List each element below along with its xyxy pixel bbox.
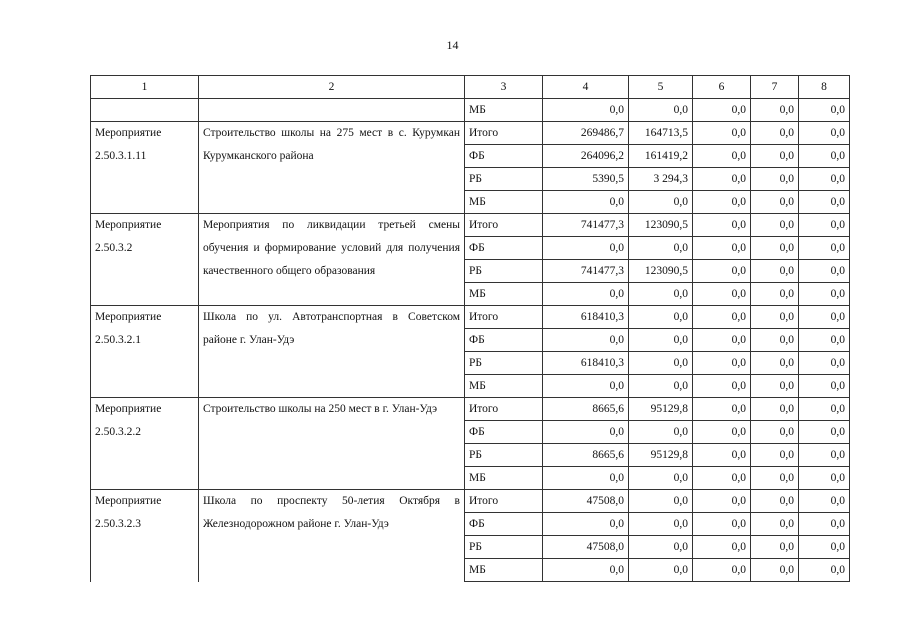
amount-cell: 8665,6 [543, 398, 629, 421]
amount-cell: 123090,5 [629, 214, 693, 237]
amount-cell: 618410,3 [543, 306, 629, 329]
event-code [91, 99, 199, 122]
amount-cell: 0,0 [751, 559, 799, 582]
amount-cell: 8665,6 [543, 444, 629, 467]
amount-cell: 0,0 [543, 99, 629, 122]
amount-cell: 0,0 [543, 283, 629, 306]
amount-cell: 0,0 [751, 237, 799, 260]
amount-cell: 0,0 [693, 237, 751, 260]
amount-cell: 0,0 [693, 168, 751, 191]
funding-source: МБ [465, 559, 543, 582]
amount-cell: 0,0 [799, 99, 850, 122]
amount-cell: 0,0 [693, 122, 751, 145]
funding-source: РБ [465, 444, 543, 467]
column-header: 5 [629, 76, 693, 99]
amount-cell: 0,0 [799, 375, 850, 398]
amount-cell: 5390,5 [543, 168, 629, 191]
amount-cell: 0,0 [751, 513, 799, 536]
amount-cell: 0,0 [751, 329, 799, 352]
amount-cell: 0,0 [693, 99, 751, 122]
amount-cell: 0,0 [629, 421, 693, 444]
event-code: Мероприятие 2.50.3.2.3 [91, 490, 199, 582]
column-header: 7 [751, 76, 799, 99]
amount-cell: 0,0 [751, 283, 799, 306]
amount-cell: 0,0 [799, 237, 850, 260]
amount-cell: 0,0 [543, 375, 629, 398]
amount-cell: 0,0 [629, 375, 693, 398]
event-code: Мероприятие 2.50.3.1.11 [91, 122, 199, 214]
amount-cell: 0,0 [693, 214, 751, 237]
header-row [91, 76, 850, 99]
funding-source: ФБ [465, 329, 543, 352]
amount-cell: 0,0 [799, 536, 850, 559]
page-number: 14 [446, 38, 459, 52]
amount-cell: 0,0 [751, 398, 799, 421]
funding-source: Итого [465, 490, 543, 513]
amount-cell: 0,0 [751, 168, 799, 191]
table-row [91, 490, 850, 513]
table-row [91, 398, 850, 421]
amount-cell: 47508,0 [543, 536, 629, 559]
column-header: 1 [91, 76, 199, 99]
funding-source: ФБ [465, 513, 543, 536]
amount-cell: 0,0 [799, 214, 850, 237]
amount-cell: 0,0 [693, 444, 751, 467]
amount-cell: 0,0 [751, 145, 799, 168]
amount-cell: 0,0 [693, 191, 751, 214]
funding-source: Итого [465, 122, 543, 145]
amount-cell: 0,0 [543, 421, 629, 444]
amount-cell: 0,0 [799, 260, 850, 283]
funding-source: МБ [465, 375, 543, 398]
amount-cell: 123090,5 [629, 260, 693, 283]
funding-source: РБ [465, 168, 543, 191]
table-body [91, 76, 850, 582]
event-description: Строительство школы на 250 мест в г. Улан-Удэ [199, 398, 465, 490]
amount-cell: 0,0 [799, 513, 850, 536]
column-header: 4 [543, 76, 629, 99]
amount-cell: 0,0 [629, 329, 693, 352]
amount-cell: 0,0 [629, 467, 693, 490]
event-description: Строительство школы на 275 мест в с. Курумкан Курумканского района [199, 122, 465, 214]
event-description: Мероприятия по ликвидации третьей смены обучения и формирование условий для получения качественного общего образования [199, 214, 465, 306]
amount-cell: 0,0 [799, 467, 850, 490]
amount-cell: 161419,2 [629, 145, 693, 168]
event-description [199, 99, 465, 122]
funding-source: МБ [465, 283, 543, 306]
table-row [91, 306, 850, 329]
amount-cell: 0,0 [751, 375, 799, 398]
amount-cell: 0,0 [693, 306, 751, 329]
amount-cell: 0,0 [693, 329, 751, 352]
column-header: 8 [799, 76, 850, 99]
amount-cell: 0,0 [693, 421, 751, 444]
amount-cell: 0,0 [693, 260, 751, 283]
amount-cell: 0,0 [751, 260, 799, 283]
amount-cell: 0,0 [751, 214, 799, 237]
amount-cell: 0,0 [751, 444, 799, 467]
amount-cell: 0,0 [799, 352, 850, 375]
amount-cell: 164713,5 [629, 122, 693, 145]
amount-cell: 0,0 [629, 99, 693, 122]
funding-source: МБ [465, 467, 543, 490]
amount-cell: 0,0 [799, 490, 850, 513]
amount-cell: 0,0 [799, 398, 850, 421]
amount-cell: 0,0 [799, 145, 850, 168]
amount-cell: 0,0 [629, 559, 693, 582]
funding-source: МБ [465, 191, 543, 214]
amount-cell: 0,0 [693, 559, 751, 582]
table-row [91, 122, 850, 145]
funding-source: ФБ [465, 237, 543, 260]
amount-cell: 0,0 [799, 168, 850, 191]
amount-cell: 0,0 [629, 283, 693, 306]
event-code: Мероприятие 2.50.3.2 [91, 214, 199, 306]
amount-cell: 0,0 [751, 191, 799, 214]
amount-cell: 0,0 [799, 444, 850, 467]
amount-cell: 0,0 [693, 283, 751, 306]
amount-cell: 0,0 [693, 352, 751, 375]
amount-cell: 0,0 [543, 467, 629, 490]
table-row [91, 214, 850, 237]
amount-cell: 741477,3 [543, 214, 629, 237]
amount-cell: 0,0 [751, 421, 799, 444]
funding-source: ФБ [465, 421, 543, 444]
funding-source: РБ [465, 260, 543, 283]
table-row [91, 99, 850, 122]
amount-cell: 0,0 [799, 421, 850, 444]
amount-cell: 0,0 [751, 352, 799, 375]
funding-source: РБ [465, 352, 543, 375]
amount-cell: 0,0 [751, 122, 799, 145]
amount-cell: 0,0 [799, 191, 850, 214]
amount-cell: 0,0 [543, 329, 629, 352]
amount-cell: 0,0 [543, 237, 629, 260]
amount-cell: 0,0 [629, 191, 693, 214]
amount-cell: 0,0 [799, 283, 850, 306]
amount-cell: 0,0 [799, 329, 850, 352]
funding-source: МБ [465, 99, 543, 122]
column-header: 3 [465, 76, 543, 99]
amount-cell: 3 294,3 [629, 168, 693, 191]
event-code: Мероприятие 2.50.3.2.2 [91, 398, 199, 490]
event-description: Школа по ул. Автотранспортная в Советском районе г. Улан-Удэ [199, 306, 465, 398]
amount-cell: 618410,3 [543, 352, 629, 375]
amount-cell: 95129,8 [629, 398, 693, 421]
column-header: 6 [693, 76, 751, 99]
amount-cell: 0,0 [693, 513, 751, 536]
amount-cell: 0,0 [693, 398, 751, 421]
amount-cell: 0,0 [629, 352, 693, 375]
amount-cell: 0,0 [629, 237, 693, 260]
amount-cell: 0,0 [693, 467, 751, 490]
amount-cell: 0,0 [751, 490, 799, 513]
column-header: 2 [199, 76, 465, 99]
budget-table [90, 75, 850, 582]
event-description: Школа по проспекту 50-летия Октября в Железнодорожном районе г. Улан-Удэ [199, 490, 465, 582]
amount-cell: 0,0 [543, 559, 629, 582]
funding-source: РБ [465, 536, 543, 559]
amount-cell: 0,0 [629, 490, 693, 513]
amount-cell: 0,0 [751, 306, 799, 329]
funding-source: Итого [465, 398, 543, 421]
amount-cell: 0,0 [629, 513, 693, 536]
amount-cell: 0,0 [693, 490, 751, 513]
amount-cell: 0,0 [799, 306, 850, 329]
amount-cell: 0,0 [799, 122, 850, 145]
amount-cell: 0,0 [543, 191, 629, 214]
amount-cell: 0,0 [693, 145, 751, 168]
amount-cell: 47508,0 [543, 490, 629, 513]
amount-cell: 0,0 [751, 99, 799, 122]
event-code: Мероприятие 2.50.3.2.1 [91, 306, 199, 398]
funding-source: ФБ [465, 145, 543, 168]
amount-cell: 0,0 [629, 536, 693, 559]
amount-cell: 0,0 [751, 467, 799, 490]
funding-source: Итого [465, 214, 543, 237]
amount-cell: 0,0 [543, 513, 629, 536]
funding-source: Итого [465, 306, 543, 329]
amount-cell: 95129,8 [629, 444, 693, 467]
amount-cell: 264096,2 [543, 145, 629, 168]
amount-cell: 0,0 [751, 536, 799, 559]
amount-cell: 0,0 [693, 536, 751, 559]
amount-cell: 741477,3 [543, 260, 629, 283]
amount-cell: 0,0 [693, 375, 751, 398]
amount-cell: 0,0 [799, 559, 850, 582]
amount-cell: 269486,7 [543, 122, 629, 145]
amount-cell: 0,0 [629, 306, 693, 329]
